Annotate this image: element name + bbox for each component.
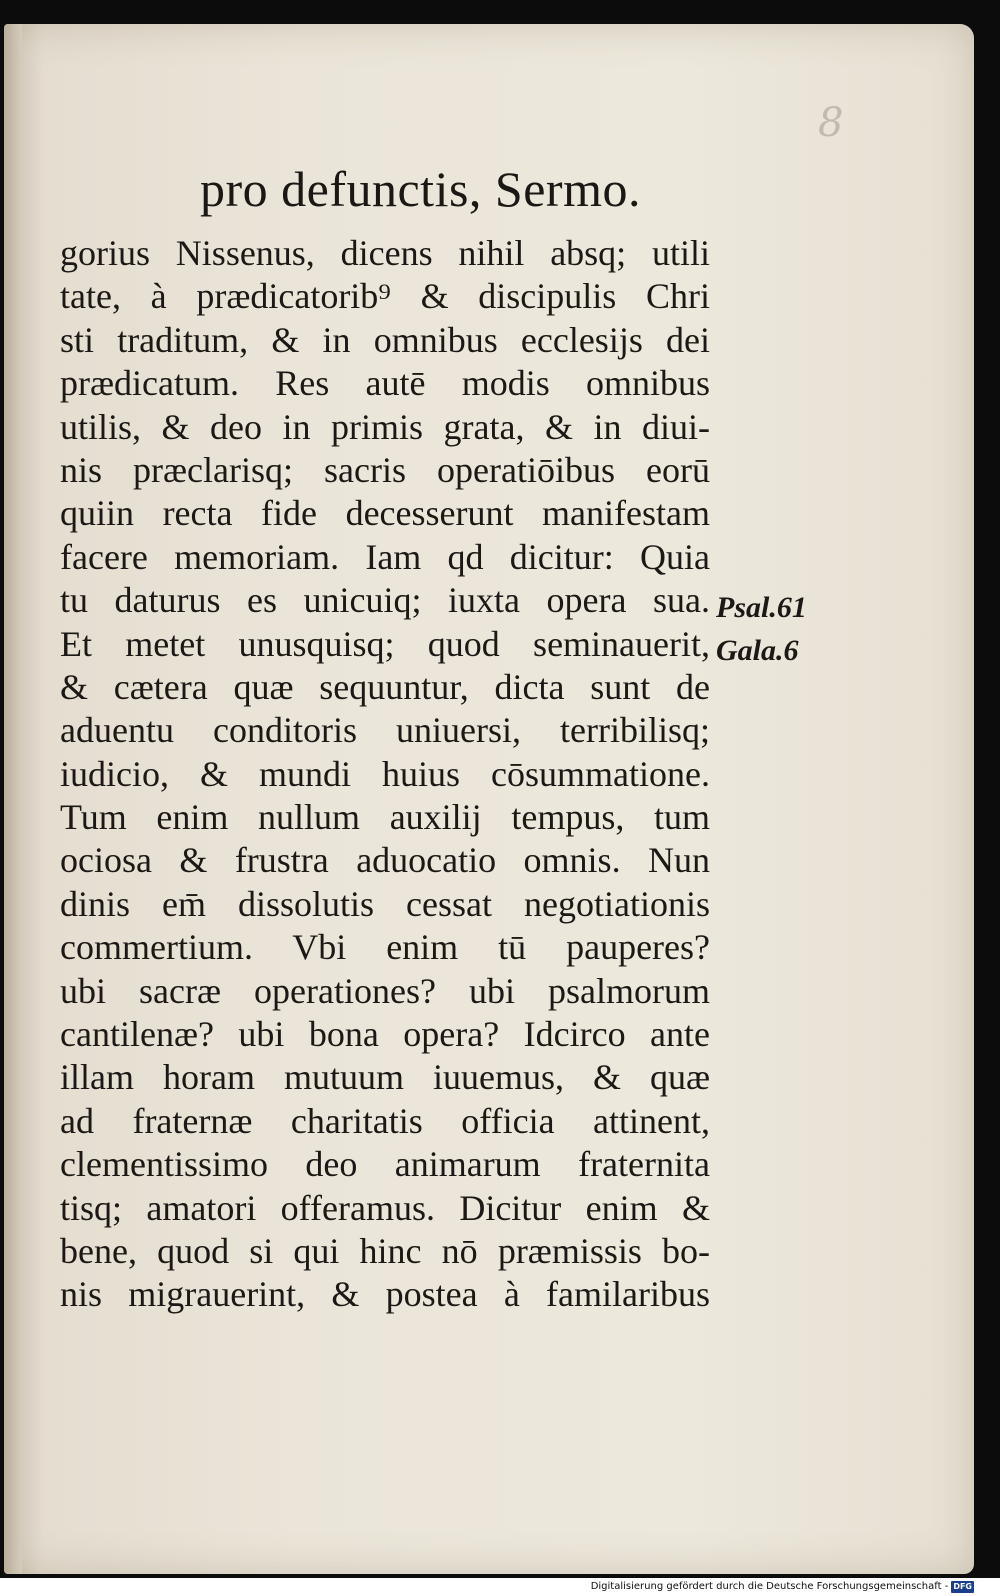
marginalia <box>716 586 807 672</box>
dfg-logo: DFG <box>953 1582 972 1591</box>
text-line: Et metet unusquisq; quod seminauerit, <box>60 623 710 664</box>
text-line: tate, à prædicatorib⁹ & discipulis Chri <box>60 276 710 317</box>
text-line: ubi sacræ operationes? ubi psalmorum <box>60 970 710 1011</box>
text-line: illam horam mutuum iuuemus, & quæ <box>60 1057 710 1098</box>
text-line: facere memoriam. Iam qd dicitur: Quia <box>60 536 710 577</box>
text-line: Tum enim nullum auxilij tempus, tum <box>60 797 710 838</box>
running-head: pro defunctis, Sermo. <box>200 161 641 217</box>
text-line: commertium. Vbi enim tū pauperes? <box>60 927 710 968</box>
folio-number: 8 <box>818 100 844 146</box>
text-line: aduentu conditoris uniuersi, terribilisq; <box>60 710 710 751</box>
text-line: dinis em̄ dissolutis cessat negotiationis <box>60 883 710 924</box>
text-line: & cætera quæ sequuntur, dicta sunt de <box>60 666 710 707</box>
text-line: prædicatum. Res autē modis omnibus <box>60 363 710 404</box>
text-line: iudicio, & mundi huius cōsummatione. <box>60 753 710 794</box>
text-line: bene, quod si qui hinc nō præmissis bo- <box>60 1230 710 1271</box>
digitization-credit <box>591 1579 974 1595</box>
text-line: quiin recta fide decesserunt manifestam <box>60 493 710 534</box>
text-line: nis præclarisq; sacris operatiōibus eorū <box>60 449 710 490</box>
margin-note-galatians: Gala.6 <box>716 634 799 667</box>
text-block <box>60 232 710 1317</box>
credit-text: Digitalisierung gefördert durch die Deutsche Forschungsgemeinschaft - <box>590 1581 949 1592</box>
text-line: tu daturus es unicuiq; iuxta opera sua. <box>60 580 710 621</box>
text-line: ociosa & frustra aduocatio omnis. Nun <box>60 840 710 881</box>
text-line: ad fraternæ charitatis officia attinent, <box>60 1100 710 1141</box>
text-line: clementissimo deo animarum fraternita <box>60 1144 710 1185</box>
text-line: cantilenæ? ubi bona opera? Idcirco ante <box>60 1014 710 1055</box>
text-line: sti traditum, & in omnibus ecclesijs dei <box>60 319 710 360</box>
text-line: nis migrauerint, & postea à familaribus <box>60 1274 710 1315</box>
page-binding-edge <box>4 24 22 1574</box>
text-line: utilis, & deo in primis grata, & in diui- <box>60 406 710 447</box>
text-line: tisq; amatori offeramus. Dicitur enim & <box>60 1187 710 1228</box>
margin-note-psalm: Psal.61 <box>716 591 807 624</box>
text-line: gorius Nissenus, dicens nihil absq; utili <box>60 233 710 273</box>
